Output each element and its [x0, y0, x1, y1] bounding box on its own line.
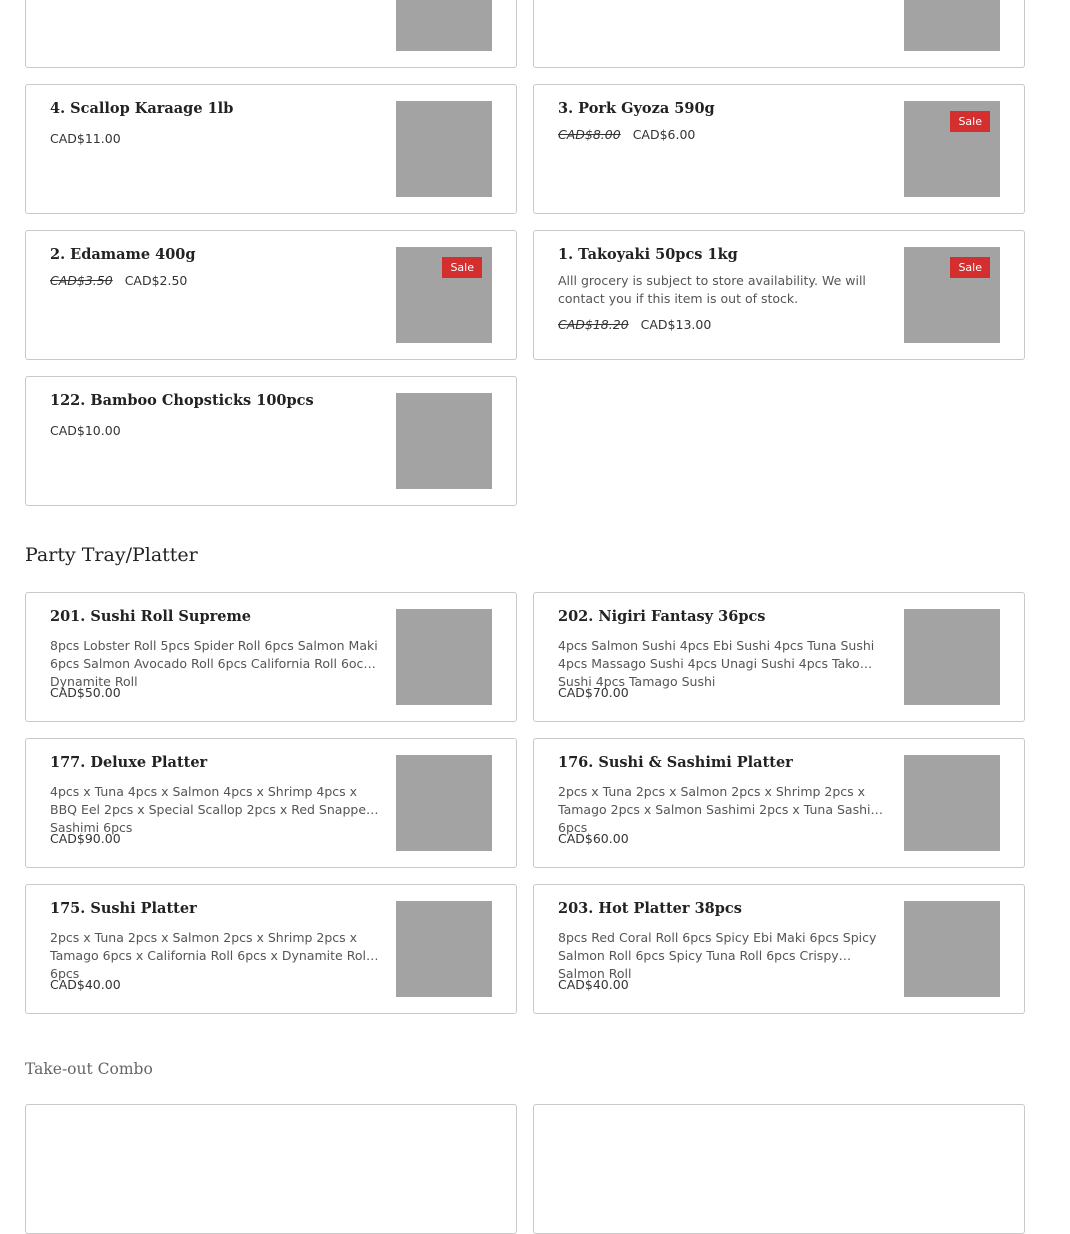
item-image — [904, 755, 1000, 851]
section-heading-takeout-combo: Take-out Combo — [25, 1060, 153, 1078]
menu-item-pork-gyoza[interactable] — [533, 84, 1025, 214]
menu-item-card[interactable] — [25, 0, 517, 68]
item-title: 203. Hot Platter 38pcs — [558, 900, 742, 917]
item-image — [904, 609, 1000, 705]
item-image — [396, 901, 492, 997]
item-price — [50, 131, 121, 146]
menu-item-scallop-karaage[interactable] — [25, 84, 517, 214]
item-price: CAD$40.00 — [50, 977, 121, 992]
item-title: 177. Deluxe Platter — [50, 754, 208, 771]
item-image — [396, 101, 492, 197]
item-price: CAD$40.00 — [558, 977, 629, 992]
item-description: 4pcs x Tuna 4pcs x Salmon 4pcs x Shrimp 4pcs x BBQ Eel 2pcs x Special Scallop 2pcs x Red Snapper Sashimi 6pcs — [50, 784, 372, 835]
item-price: CAD$50.00 — [50, 685, 121, 700]
menu-item-deluxe-platter[interactable] — [25, 738, 517, 868]
item-description: 8pcs Red Coral Roll 6pcs Spicy Ebi Maki 6pcs Spicy Salmon Roll 6pcs Spicy Tuna Roll 6pcs Crispy Salmon Roll — [558, 930, 877, 981]
item-description: 2pcs x Tuna 2pcs x Salmon 2pcs x Shrimp 2pcs x Tamago 6pcs x California Roll 6pcs x Dynamite Roll 6pcs — [50, 930, 370, 981]
menu-item-card[interactable] — [533, 0, 1025, 68]
item-image — [396, 755, 492, 851]
menu-item-edamame[interactable] — [25, 230, 517, 360]
menu-item-card[interactable] — [533, 1104, 1025, 1234]
item-image — [396, 393, 492, 489]
item-price — [558, 317, 711, 332]
item-title: 4. Scallop Karaage 1lb — [50, 100, 234, 117]
current-price: CAD$10.00 — [50, 423, 121, 438]
item-price — [50, 273, 187, 288]
item-price: CAD$60.00 — [558, 831, 629, 846]
item-price — [558, 127, 695, 142]
item-image — [396, 609, 492, 705]
item-image — [904, 0, 1000, 51]
item-title: 176. Sushi & Sashimi Platter — [558, 754, 793, 771]
item-title: 175. Sushi Platter — [50, 900, 197, 917]
item-description: 4pcs Salmon Sushi 4pcs Ebi Sushi 4pcs Tuna Sushi 4pcs Massago Sushi 4pcs Unagi Sushi 4pcs Tako Sushi 4pcs Tamago Sushi — [558, 638, 875, 689]
item-title: 122. Bamboo Chopsticks 100pcs — [50, 392, 314, 409]
menu-item-card[interactable] — [25, 1104, 517, 1234]
item-image — [396, 0, 492, 51]
item-description: Alll grocery is subject to store availability. We will contact you if this item is out of stock. — [558, 273, 866, 306]
menu-item-hot-platter[interactable] — [533, 884, 1025, 1014]
item-title: 3. Pork Gyoza 590g — [558, 100, 715, 117]
section-heading-party-tray: Party Tray/Platter — [25, 544, 198, 566]
item-price: CAD$90.00 — [50, 831, 121, 846]
item-price — [50, 423, 121, 438]
sale-badge: Sale — [950, 111, 990, 132]
menu-item-nigiri-fantasy[interactable] — [533, 592, 1025, 722]
item-description: 2pcs x Tuna 2pcs x Salmon 2pcs x Shrimp 2pcs x Tamago 2pcs x Salmon Sashimi 2pcs x Tuna Sashimi 6pcs — [558, 784, 887, 835]
menu-item-takoyaki[interactable] — [533, 230, 1025, 360]
menu-item-sushi-platter[interactable] — [25, 884, 517, 1014]
item-title: 2. Edamame 400g — [50, 246, 196, 263]
item-title: 202. Nigiri Fantasy 36pcs — [558, 608, 766, 625]
item-image — [396, 247, 492, 343]
original-price: CAD$18.20 — [558, 317, 629, 332]
current-price: CAD$11.00 — [50, 131, 121, 146]
sale-badge: Sale — [442, 257, 482, 278]
sale-price: CAD$2.50 — [124, 273, 188, 288]
menu-item-sushi-sashimi-platter[interactable] — [533, 738, 1025, 868]
item-title: 1. Takoyaki 50pcs 1kg — [558, 246, 738, 263]
original-price: CAD$8.00 — [558, 127, 621, 142]
item-price: CAD$70.00 — [558, 685, 629, 700]
sale-badge: Sale — [950, 257, 990, 278]
sale-price: CAD$13.00 — [640, 317, 712, 332]
item-image — [904, 901, 1000, 997]
item-title: 201. Sushi Roll Supreme — [50, 608, 252, 625]
sale-price: CAD$6.00 — [632, 127, 696, 142]
item-image — [904, 101, 1000, 197]
item-description: 8pcs Lobster Roll 5pcs Spider Roll 6pcs Salmon Maki 6pcs Salmon Avocado Roll 6pcs California Roll 6ocs Dynamite Roll — [50, 638, 378, 689]
item-image — [904, 247, 1000, 343]
original-price: CAD$3.50 — [50, 273, 113, 288]
menu-item-sushi-roll-supreme[interactable] — [25, 592, 517, 722]
menu-item-bamboo-chopsticks[interactable] — [25, 376, 517, 506]
